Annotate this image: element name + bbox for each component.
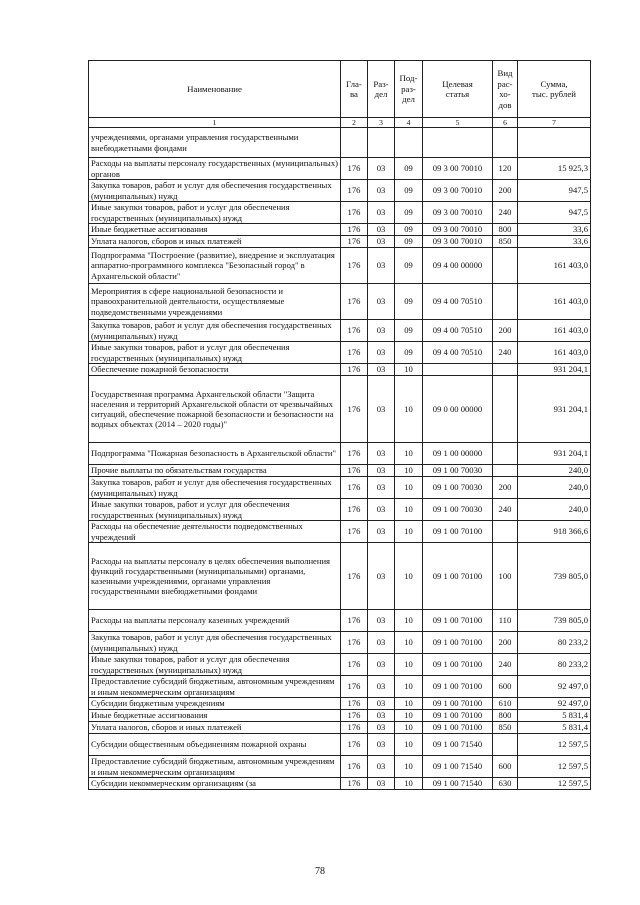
row-target: 09 1 00 70030 <box>423 477 493 499</box>
row-chapter: 176 <box>341 756 368 778</box>
row-chapter: 176 <box>341 710 368 722</box>
row-section: 03 <box>368 734 395 756</box>
row-target: 09 1 00 70030 <box>423 465 493 477</box>
row-amount: 12 597,5 <box>518 734 591 756</box>
header-expense-type: Вид рас- хо- дов <box>493 61 518 118</box>
row-chapter: 176 <box>341 465 368 477</box>
row-chapter: 176 <box>341 722 368 734</box>
row-chapter: 176 <box>341 698 368 710</box>
table-row <box>89 342 591 364</box>
row-chapter: 176 <box>341 632 368 654</box>
row-target: 09 1 00 70100 <box>423 654 493 676</box>
row-chapter: 176 <box>341 521 368 543</box>
row-section: 03 <box>368 248 395 284</box>
table-row <box>89 632 591 654</box>
row-section: 03 <box>368 499 395 521</box>
row-expense-type <box>493 364 518 376</box>
row-expense-type: 200 <box>493 477 518 499</box>
row-expense-type: 200 <box>493 180 518 202</box>
row-expense-type: 240 <box>493 202 518 224</box>
column-number: 7 <box>518 118 591 128</box>
row-amount: 33,6 <box>518 236 591 248</box>
row-target: 09 1 00 70100 <box>423 710 493 722</box>
row-subsection: 09 <box>395 158 423 180</box>
row-target: 09 3 00 70010 <box>423 158 493 180</box>
row-target: 09 1 00 70100 <box>423 698 493 710</box>
header-amount: Сумма, тыс. рублей <box>518 61 591 118</box>
row-expense-type <box>493 521 518 543</box>
row-subsection: 10 <box>395 610 423 632</box>
row-subsection: 10 <box>395 521 423 543</box>
row-subsection: 09 <box>395 284 423 320</box>
row-name: Предоставление субсидий бюджетным, автономным учреждениям и иным некоммерческим организациям <box>89 756 341 778</box>
row-amount: 80 233,2 <box>518 654 591 676</box>
row-expense-type <box>493 284 518 320</box>
row-expense-type <box>493 465 518 477</box>
row-expense-type <box>493 734 518 756</box>
row-chapter: 176 <box>341 676 368 698</box>
table-row <box>89 320 591 342</box>
row-section: 03 <box>368 698 395 710</box>
row-section: 03 <box>368 443 395 465</box>
row-target: 09 3 00 70010 <box>423 224 493 236</box>
row-section: 03 <box>368 543 395 610</box>
row-section: 03 <box>368 632 395 654</box>
table-row <box>89 610 591 632</box>
row-name: Закупка товаров, работ и услуг для обеспечения государственных (муниципальных) нужд <box>89 632 341 654</box>
row-expense-type: 240 <box>493 342 518 364</box>
row-expense-type <box>493 376 518 443</box>
table-row <box>89 180 591 202</box>
row-chapter: 176 <box>341 734 368 756</box>
row-section: 03 <box>368 158 395 180</box>
table-header <box>89 61 591 128</box>
row-chapter: 176 <box>341 543 368 610</box>
row-name: Государственная программа Архангельской области "Защита населения и территорий Архангельской области от чрезвычайных ситуаций, обеспечение пожарной безопасности и безопасности на водных объектах (2014 – 2020 годы)" <box>89 376 341 443</box>
row-target: 09 1 00 70030 <box>423 499 493 521</box>
row-name: учреждениями, органами управления государственными внебюджетными фондами <box>89 128 341 158</box>
row-section: 03 <box>368 320 395 342</box>
row-target: 09 1 00 70100 <box>423 521 493 543</box>
row-name: Закупка товаров, работ и услуг для обеспечения государственных (муниципальных) нужд <box>89 320 341 342</box>
row-subsection: 10 <box>395 734 423 756</box>
row-target: 09 1 00 71540 <box>423 734 493 756</box>
row-chapter: 176 <box>341 180 368 202</box>
row-target: 09 3 00 70010 <box>423 202 493 224</box>
row-target: 09 0 00 00000 <box>423 376 493 443</box>
row-amount: 12 597,5 <box>518 756 591 778</box>
row-section: 03 <box>368 710 395 722</box>
row-name: Подпрограмма "Построение (развитие), внедрение и эксплуатация аппаратно-программного комплекса "Безопасный город" в Архангельской области" <box>89 248 341 284</box>
row-name: Закупка товаров, работ и услуг для обеспечения государственных (муниципальных) нужд <box>89 180 341 202</box>
row-name: Предоставление субсидий бюджетным, автономным учреждениям и иным некоммерческим организациям <box>89 676 341 698</box>
row-section: 03 <box>368 224 395 236</box>
row-amount: 80 233,2 <box>518 632 591 654</box>
row-subsection: 09 <box>395 224 423 236</box>
row-expense-type: 120 <box>493 158 518 180</box>
row-section: 03 <box>368 342 395 364</box>
row-name: Иные закупки товаров, работ и услуг для обеспечения государственных (муниципальных) нужд <box>89 342 341 364</box>
row-section: 03 <box>368 284 395 320</box>
row-expense-type: 100 <box>493 543 518 610</box>
row-section: 03 <box>368 236 395 248</box>
row-name: Расходы на выплаты персоналу государственных (муниципальных) органов <box>89 158 341 180</box>
row-amount: 240,0 <box>518 499 591 521</box>
row-section: 03 <box>368 610 395 632</box>
row-amount: 918 366,6 <box>518 521 591 543</box>
row-expense-type: 600 <box>493 676 518 698</box>
row-expense-type <box>493 443 518 465</box>
column-number-row <box>89 118 591 128</box>
row-expense-type: 110 <box>493 610 518 632</box>
row-section: 03 <box>368 180 395 202</box>
row-name: Обеспечение пожарной безопасности <box>89 364 341 376</box>
row-subsection: 10 <box>395 710 423 722</box>
row-subsection: 10 <box>395 477 423 499</box>
row-expense-type: 850 <box>493 236 518 248</box>
row-chapter: 176 <box>341 443 368 465</box>
row-amount: 240,0 <box>518 477 591 499</box>
row-name: Мероприятия в сфере национальной безопасности и правоохранительной деятельности, осуществляемые подведомственными учреждениями <box>89 284 341 320</box>
column-number: 4 <box>395 118 423 128</box>
row-expense-type <box>493 128 518 158</box>
row-chapter: 176 <box>341 499 368 521</box>
row-subsection: 10 <box>395 632 423 654</box>
row-subsection: 09 <box>395 342 423 364</box>
row-section: 03 <box>368 521 395 543</box>
column-number: 3 <box>368 118 395 128</box>
row-section: 03 <box>368 722 395 734</box>
header-name: Наименование <box>89 61 341 118</box>
row-chapter: 176 <box>341 320 368 342</box>
header-section: Раз- дел <box>368 61 395 118</box>
row-expense-type: 850 <box>493 722 518 734</box>
header-subsection: Под- раз- дел <box>395 61 423 118</box>
row-amount: 92 497,0 <box>518 676 591 698</box>
row-chapter: 176 <box>341 284 368 320</box>
row-amount: 12 597,5 <box>518 778 591 790</box>
row-subsection: 10 <box>395 654 423 676</box>
row-target: 09 1 00 70100 <box>423 543 493 610</box>
row-name: Уплата налогов, сборов и иных платежей <box>89 722 341 734</box>
row-amount <box>518 128 591 158</box>
row-amount: 161 403,0 <box>518 342 591 364</box>
row-name: Иные бюджетные ассигнования <box>89 710 341 722</box>
table-row <box>89 364 591 376</box>
row-amount: 931 204,1 <box>518 443 591 465</box>
row-target: 09 1 00 70100 <box>423 632 493 654</box>
table-row <box>89 722 591 734</box>
row-section <box>368 128 395 158</box>
row-amount: 5 831,4 <box>518 722 591 734</box>
table-row <box>89 465 591 477</box>
column-number: 1 <box>89 118 341 128</box>
row-section: 03 <box>368 676 395 698</box>
row-amount: 240,0 <box>518 465 591 477</box>
table-row <box>89 499 591 521</box>
row-target: 09 4 00 00000 <box>423 248 493 284</box>
row-subsection: 10 <box>395 376 423 443</box>
table-row <box>89 734 591 756</box>
row-target: 09 3 00 70010 <box>423 236 493 248</box>
row-subsection: 09 <box>395 202 423 224</box>
header-target: Целевая статья <box>423 61 493 118</box>
table-row <box>89 756 591 778</box>
row-target: 09 4 00 70510 <box>423 342 493 364</box>
row-name: Субсидии некоммерческим организациям (за <box>89 778 341 790</box>
row-amount: 15 925,3 <box>518 158 591 180</box>
row-target: 09 1 00 71540 <box>423 756 493 778</box>
row-target <box>423 128 493 158</box>
row-chapter: 176 <box>341 248 368 284</box>
row-subsection: 10 <box>395 364 423 376</box>
row-target: 09 4 00 70510 <box>423 320 493 342</box>
table-row <box>89 128 591 158</box>
column-number: 5 <box>423 118 493 128</box>
table-row <box>89 521 591 543</box>
row-expense-type: 610 <box>493 698 518 710</box>
row-chapter: 176 <box>341 654 368 676</box>
row-chapter: 176 <box>341 236 368 248</box>
row-chapter: 176 <box>341 477 368 499</box>
row-amount: 161 403,0 <box>518 320 591 342</box>
row-chapter: 176 <box>341 224 368 236</box>
page-number: 78 <box>315 866 325 877</box>
row-amount: 33,6 <box>518 224 591 236</box>
row-amount: 739 805,0 <box>518 543 591 610</box>
table-row <box>89 477 591 499</box>
row-section: 03 <box>368 364 395 376</box>
row-target <box>423 364 493 376</box>
row-name: Прочие выплаты по обязательствам государства <box>89 465 341 477</box>
row-chapter: 176 <box>341 364 368 376</box>
table-row <box>89 248 591 284</box>
row-expense-type: 200 <box>493 632 518 654</box>
row-section: 03 <box>368 376 395 443</box>
row-subsection: 10 <box>395 443 423 465</box>
header-chapter: Гла- ва <box>341 61 368 118</box>
table-row <box>89 158 591 180</box>
row-name: Иные закупки товаров, работ и услуг для обеспечения государственных (муниципальных) нужд <box>89 202 341 224</box>
row-section: 03 <box>368 778 395 790</box>
row-chapter: 176 <box>341 610 368 632</box>
row-name: Расходы на выплаты персоналу в целях обеспечения выполнения функций государственными (муниципальными) органами, казенными учреждениями, органами управления государственными внебюджетными фондами <box>89 543 341 610</box>
table-row <box>89 202 591 224</box>
row-chapter <box>341 128 368 158</box>
row-chapter: 176 <box>341 158 368 180</box>
row-amount: 931 204,1 <box>518 364 591 376</box>
column-number: 2 <box>341 118 368 128</box>
row-target: 09 1 00 70100 <box>423 610 493 632</box>
budget-table <box>88 60 591 790</box>
row-target: 09 1 00 71540 <box>423 778 493 790</box>
row-name: Иные закупки товаров, работ и услуг для обеспечения государственных (муниципальных) нужд <box>89 499 341 521</box>
row-name: Уплата налогов, сборов и иных платежей <box>89 236 341 248</box>
row-subsection: 10 <box>395 499 423 521</box>
row-amount: 5 831,4 <box>518 710 591 722</box>
row-subsection: 09 <box>395 320 423 342</box>
row-expense-type: 800 <box>493 710 518 722</box>
row-section: 03 <box>368 756 395 778</box>
row-amount: 161 403,0 <box>518 284 591 320</box>
table-row <box>89 224 591 236</box>
table-row <box>89 676 591 698</box>
row-name: Иные закупки товаров, работ и услуг для обеспечения государственных (муниципальных) нужд <box>89 654 341 676</box>
row-chapter: 176 <box>341 202 368 224</box>
table-row <box>89 543 591 610</box>
row-section: 03 <box>368 465 395 477</box>
row-amount: 947,5 <box>518 202 591 224</box>
row-expense-type: 200 <box>493 320 518 342</box>
table-row <box>89 710 591 722</box>
row-subsection: 09 <box>395 180 423 202</box>
row-amount: 161 403,0 <box>518 248 591 284</box>
row-target: 09 3 00 70010 <box>423 180 493 202</box>
table-row <box>89 698 591 710</box>
row-name: Расходы на обеспечение деятельности подведомственных учреждений <box>89 521 341 543</box>
row-amount: 931 204,1 <box>518 376 591 443</box>
row-name: Закупка товаров, работ и услуг для обеспечения государственных (муниципальных) нужд <box>89 477 341 499</box>
row-subsection: 10 <box>395 722 423 734</box>
column-number: 6 <box>493 118 518 128</box>
table-row <box>89 443 591 465</box>
table-row <box>89 236 591 248</box>
row-section: 03 <box>368 202 395 224</box>
row-target: 09 4 00 70510 <box>423 284 493 320</box>
row-expense-type: 800 <box>493 224 518 236</box>
table-row <box>89 778 591 790</box>
table-row <box>89 284 591 320</box>
table-row <box>89 376 591 443</box>
row-name: Субсидии общественным объединениям пожарной охраны <box>89 734 341 756</box>
row-name: Расходы на выплаты персоналу казенных учреждений <box>89 610 341 632</box>
row-subsection: 10 <box>395 676 423 698</box>
row-subsection: 10 <box>395 543 423 610</box>
row-name: Иные бюджетные ассигнования <box>89 224 341 236</box>
row-section: 03 <box>368 654 395 676</box>
row-expense-type <box>493 248 518 284</box>
row-expense-type: 240 <box>493 499 518 521</box>
row-section: 03 <box>368 477 395 499</box>
row-target: 09 1 00 70100 <box>423 676 493 698</box>
row-expense-type: 600 <box>493 756 518 778</box>
row-subsection: 10 <box>395 698 423 710</box>
row-chapter: 176 <box>341 342 368 364</box>
row-expense-type: 630 <box>493 778 518 790</box>
row-amount: 739 805,0 <box>518 610 591 632</box>
row-target: 09 1 00 00000 <box>423 443 493 465</box>
table-body <box>89 128 591 790</box>
row-expense-type: 240 <box>493 654 518 676</box>
row-chapter: 176 <box>341 376 368 443</box>
row-chapter: 176 <box>341 778 368 790</box>
row-amount: 92 497,0 <box>518 698 591 710</box>
row-subsection: 10 <box>395 756 423 778</box>
row-subsection: 10 <box>395 778 423 790</box>
row-subsection <box>395 128 423 158</box>
table-row <box>89 654 591 676</box>
row-subsection: 09 <box>395 248 423 284</box>
row-amount: 947,5 <box>518 180 591 202</box>
row-name: Субсидии бюджетным учреждениям <box>89 698 341 710</box>
row-subsection: 10 <box>395 465 423 477</box>
row-subsection: 09 <box>395 236 423 248</box>
row-name: Подпрограмма "Пожарная безопасность в Архангельской области" <box>89 443 341 465</box>
row-target: 09 1 00 70100 <box>423 722 493 734</box>
